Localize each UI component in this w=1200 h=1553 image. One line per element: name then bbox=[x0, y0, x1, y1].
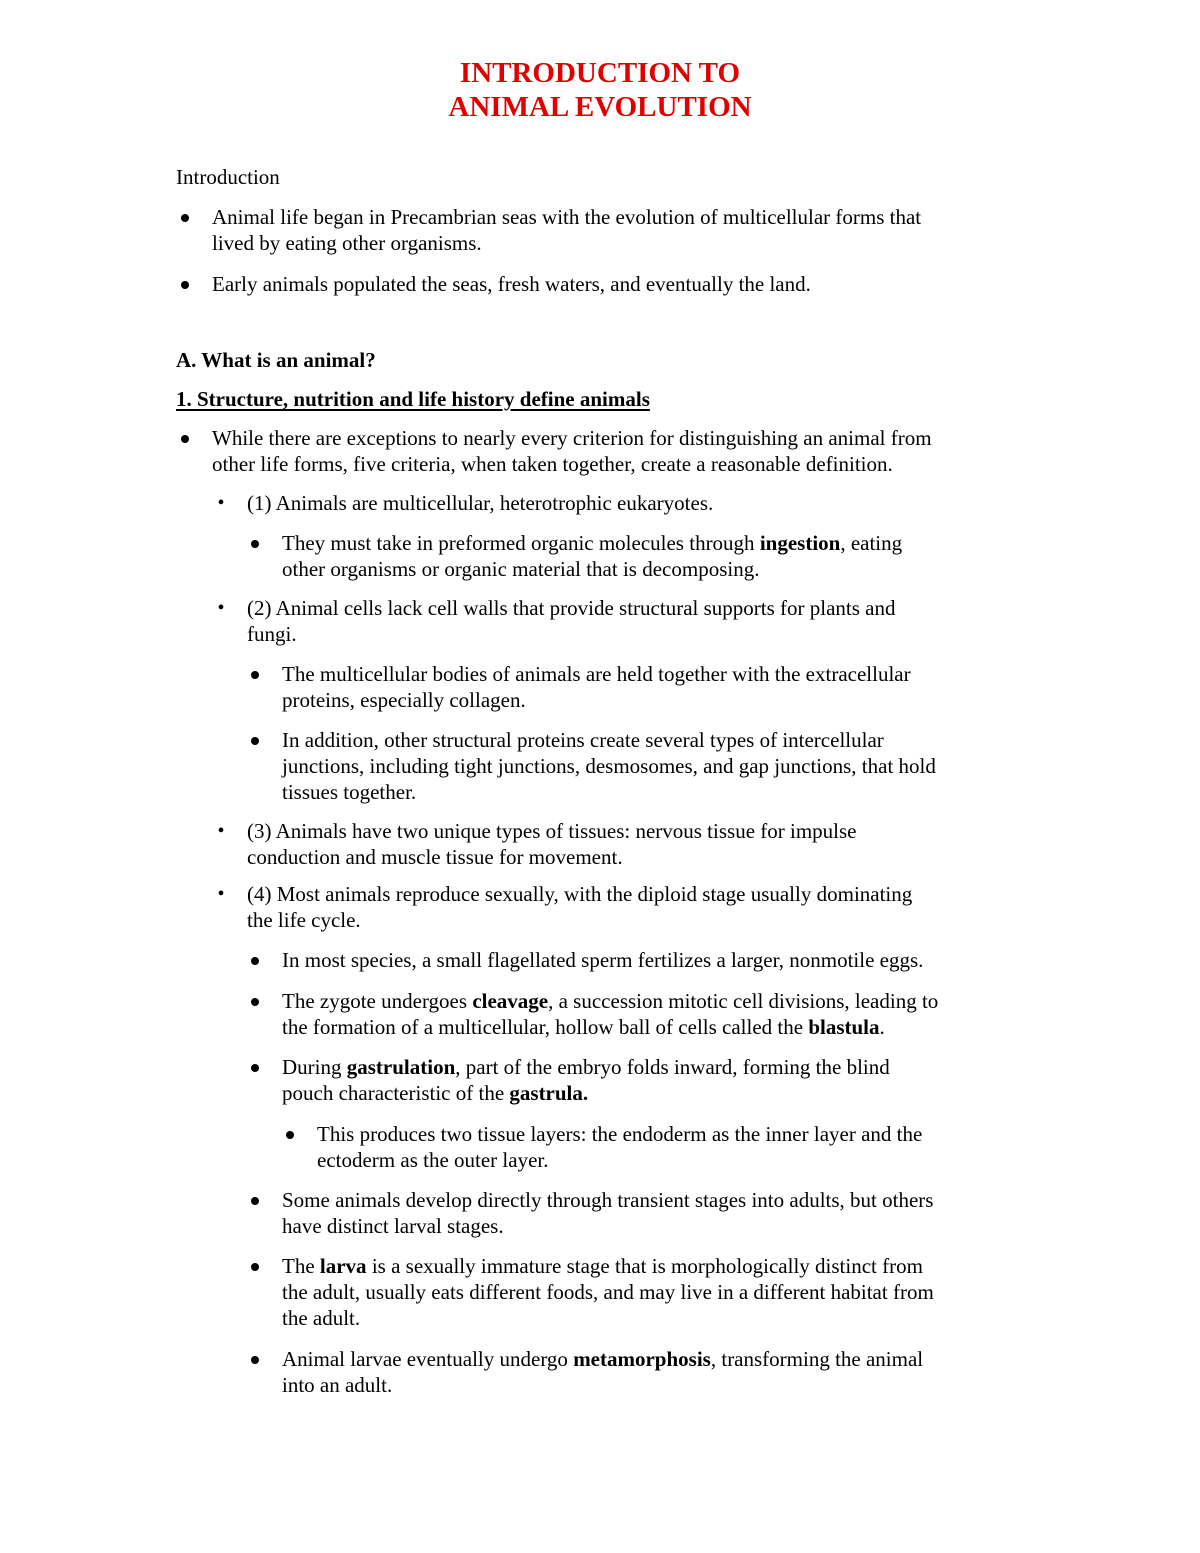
bullet-text: junctions, including tight junctions, desmosomes, and gap junctions, that hold bbox=[282, 754, 936, 778]
term-gastrula: gastrula. bbox=[509, 1081, 589, 1105]
criterion-2 bbox=[217, 595, 896, 647]
bullet-text: (3) Animals have two unique types of tissues: nervous tissue for impulse bbox=[247, 819, 857, 843]
term-ingestion: ingestion bbox=[759, 531, 841, 555]
small-bullet-icon: • bbox=[217, 492, 225, 514]
title-line-1: INTRODUCTION TO bbox=[459, 57, 741, 89]
criterion-3 bbox=[217, 818, 857, 870]
bullet-text: Early animals populated the seas, fresh waters, and eventually the land. bbox=[212, 272, 811, 296]
title-line-2: ANIMAL EVOLUTION bbox=[448, 91, 752, 123]
bullet-text: During gastrulation, part of the embryo folds inward, forming the blind bbox=[282, 1055, 890, 1079]
bullet-text: have distinct larval stages. bbox=[282, 1214, 504, 1238]
intro-bullet-2 bbox=[212, 271, 811, 297]
term-cleavage: cleavage bbox=[472, 989, 549, 1013]
bullet-text: pouch characteristic of the gastrula. bbox=[282, 1081, 589, 1105]
bullet-text: the formation of a multicellular, hollow ball of cells called the blastula. bbox=[282, 1015, 885, 1039]
criterion-4-detail-3-sub bbox=[317, 1121, 922, 1173]
term-metamorphosis: metamorphosis bbox=[573, 1347, 711, 1371]
criterion-1-detail bbox=[282, 530, 902, 582]
bullet-text: The larva is a sexually immature stage that is morphologically distinct from bbox=[282, 1254, 923, 1278]
bullet-text: This produces two tissue layers: the endoderm as the inner layer and the bbox=[317, 1122, 923, 1146]
intro-bullet-1 bbox=[212, 204, 921, 256]
criterion-4 bbox=[217, 881, 913, 933]
bullet-text: (2) Animal cells lack cell walls that provide structural supports for plants and bbox=[247, 596, 896, 620]
bullet-text: (1) Animals are multicellular, heterotrophic eukaryotes. bbox=[247, 491, 714, 515]
bullet-text: into an adult. bbox=[282, 1373, 393, 1397]
criterion-4-detail-1 bbox=[282, 947, 923, 973]
bullet-text: (4) Most animals reproduce sexually, with the diploid stage usually dominating bbox=[247, 882, 913, 906]
bullet-text: the life cycle. bbox=[247, 908, 361, 932]
document-title bbox=[0, 56, 1200, 124]
bullet-text: other life forms, five criteria, when taken together, create a reasonable definition. bbox=[212, 452, 893, 476]
criterion-4-detail-6 bbox=[282, 1346, 923, 1398]
bullet-text: In most species, a small flagellated sperm fertilizes a larger, nonmotile eggs. bbox=[282, 948, 924, 972]
criterion-4-detail-3 bbox=[282, 1054, 890, 1106]
bullet-text: Some animals develop directly through transient stages into adults, but others bbox=[282, 1188, 934, 1212]
bullet-text: Animal life began in Precambrian seas with the evolution of multicellular forms that bbox=[212, 205, 922, 229]
small-bullet-icon: • bbox=[217, 883, 225, 905]
term-blastula: blastula bbox=[808, 1015, 880, 1039]
bullet-text: proteins, especially collagen. bbox=[282, 688, 526, 712]
bullet-text: fungi. bbox=[247, 622, 297, 646]
small-bullet-icon: • bbox=[217, 597, 225, 619]
criterion-4-detail-2 bbox=[282, 988, 938, 1040]
bullet-text: conduction and muscle tissue for movement. bbox=[247, 845, 623, 869]
criterion-2-detail-1 bbox=[282, 661, 911, 713]
bullet-text: ectoderm as the outer layer. bbox=[317, 1148, 549, 1172]
bullet-text: The zygote undergoes cleavage, a succession mitotic cell divisions, leading to bbox=[282, 989, 939, 1013]
bullet-text: tissues together. bbox=[282, 780, 417, 804]
criterion-1 bbox=[217, 490, 714, 516]
bullet-text: lived by eating other organisms. bbox=[212, 231, 482, 255]
criterion-4-detail-4 bbox=[282, 1187, 933, 1239]
bullet-text: Animal larvae eventually undergo metamorphosis, transforming the animal bbox=[282, 1347, 924, 1371]
criterion-2-detail-2 bbox=[282, 727, 936, 805]
small-bullet-icon: • bbox=[217, 820, 225, 842]
term-gastrulation: gastrulation bbox=[346, 1055, 456, 1079]
section-heading-a: A. What is an animal? bbox=[176, 348, 376, 372]
criteria-lead-bullet bbox=[212, 425, 932, 477]
bullet-text: While there are exceptions to nearly every criterion for distinguishing an animal from bbox=[212, 426, 932, 450]
intro-label: Introduction bbox=[176, 165, 280, 189]
bullet-text: other organisms or organic material that is decomposing. bbox=[282, 557, 760, 581]
term-larva: larva bbox=[319, 1254, 367, 1278]
bullet-text: the adult. bbox=[282, 1306, 361, 1330]
subsection-heading-1: 1. Structure, nutrition and life history define animals bbox=[176, 387, 650, 411]
bullet-text: They must take in preformed organic molecules through ingestion, eating bbox=[282, 531, 903, 555]
bullet-text: the adult, usually eats different foods, and may live in a different habitat from bbox=[282, 1280, 934, 1304]
criterion-4-detail-5 bbox=[282, 1253, 934, 1331]
bullet-text: The multicellular bodies of animals are held together with the extracellular bbox=[282, 662, 911, 686]
bullet-text: In addition, other structural proteins create several types of intercellular bbox=[282, 728, 884, 752]
